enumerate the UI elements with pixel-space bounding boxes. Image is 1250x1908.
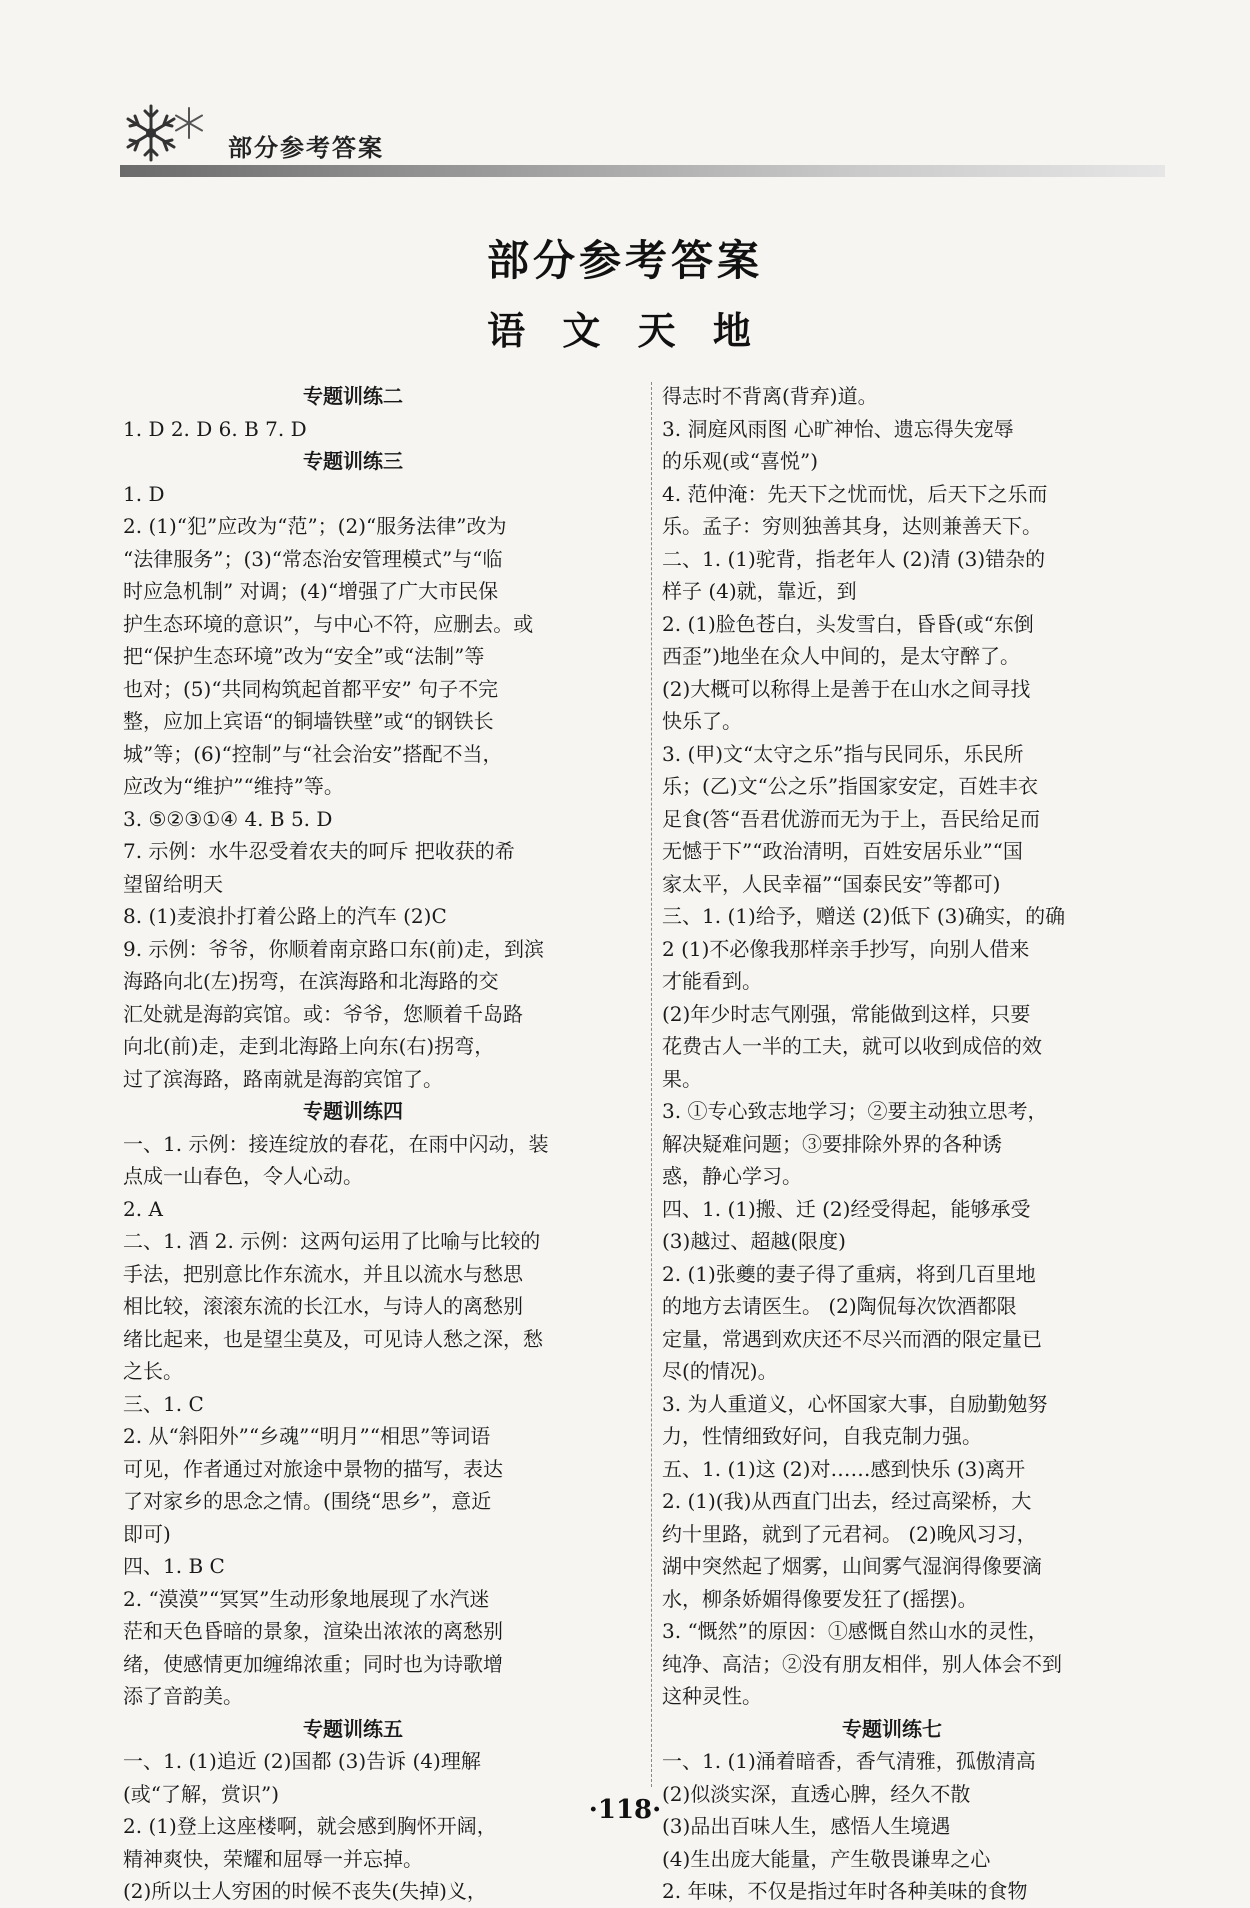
answer-line: 尽(的情况)。 xyxy=(662,1359,778,1383)
answer-line: 精神爽快，荣耀和屈辱一并忘掉。 xyxy=(123,1846,423,1871)
answer-line: 9. 示例：爷爷，你顺着南京路口东(前)走，到滨 xyxy=(123,936,545,961)
right-column xyxy=(662,380,1122,1908)
answer-line: (2)年少时志气刚强，常能做到这样，只要 xyxy=(662,1001,1031,1026)
answer-line: 4. 范仲淹：先天下之忧而忧，后天下之乐而 xyxy=(662,481,1048,506)
answer-line: 即可) xyxy=(123,1521,171,1546)
answer-line: 二、1. 酒 2. 示例：这两句运用了比喻与比较的 xyxy=(123,1229,541,1253)
answer-line: 2 (1)不必像我那样亲手抄写，向别人借来 xyxy=(662,936,1030,961)
answer-line: 定量，常遇到欢庆还不尽兴而酒的限定量已 xyxy=(662,1326,1042,1351)
answer-line: 快乐了。 xyxy=(662,709,742,733)
section-heading: 专题训练三 xyxy=(303,449,403,473)
answer-line: 水，柳条娇媚得像要发狂了(摇摆)。 xyxy=(662,1586,978,1611)
snowflake-icon xyxy=(172,106,206,140)
answer-line: 望留给明天 xyxy=(123,871,223,896)
answer-line: 解决疑难问题；③要排除外界的各种诱 xyxy=(662,1131,1002,1156)
answer-line: 手法，把别意比作东流水，并且以流水与愁思 xyxy=(123,1261,523,1286)
answer-line: (4)生出庞大能量，产生敬畏谦卑之心 xyxy=(662,1846,991,1871)
answer-line: (2)似淡实深，直透心脾，经久不散 xyxy=(662,1781,971,1806)
answer-line: 2. “漠漠”“冥冥”生动形象地展现了水汽迷 xyxy=(123,1586,490,1611)
answer-line: 约十里路，就到了元君祠。 (2)晚风习习， xyxy=(662,1521,1037,1546)
answer-line: 1. D 2. D 6. B 7. D xyxy=(123,416,307,441)
answer-line: 西歪”)地坐在众人中间的，是太守醉了。 xyxy=(662,644,1021,668)
answer-line: 这种灵性。 xyxy=(662,1684,762,1708)
answer-line: 茫和天色昏暗的景象，渲染出浓浓的离愁别 xyxy=(123,1619,503,1643)
answer-line: 样子 (4)就，靠近，到 xyxy=(662,579,857,603)
answer-line: 汇处就是海韵宾馆。或：爷爷，您顺着千岛路 xyxy=(123,1001,523,1026)
answer-line: 足食(答“吾君优游而无为于上，吾民给足而 xyxy=(662,806,1041,831)
answer-line: 可见，作者通过对旅途中景物的描写，表达 xyxy=(123,1456,503,1481)
answer-line: 2. 从“斜阳外”“乡魂”“明月”“相思”等词语 xyxy=(123,1424,491,1448)
answer-line: 的地方去请医生。 (2)陶侃每次饮酒都限 xyxy=(662,1294,1017,1318)
section-heading: 专题训练二 xyxy=(303,384,403,408)
answer-line: 四、1. B C xyxy=(123,1554,225,1578)
answer-line: 无憾于下”“政治清明，百姓安居乐业”“国 xyxy=(662,839,1023,863)
answer-line: 湖中突然起了烟雾，山间雾气湿润得像要滴 xyxy=(662,1554,1042,1578)
left-column xyxy=(123,380,583,1908)
section-heading: 专题训练四 xyxy=(303,1099,403,1123)
answer-line: 时应急机制” 对调；(4)“增强了广大市民保 xyxy=(123,579,499,603)
answer-line: 得志时不背离(背弃)道。 xyxy=(662,384,878,408)
answer-line: 护生态环境的意识”，与中心不符，应删去。或 xyxy=(123,611,534,636)
answer-line: “法律服务”；(3)“常态治安管理模式”与“临 xyxy=(123,546,503,571)
answer-line: 添了音韵美。 xyxy=(123,1684,243,1708)
answer-line: 了对家乡的思念之情。(围绕“思乡”，意近 xyxy=(123,1489,492,1513)
answer-line: (3)越过、超越(限度) xyxy=(662,1229,846,1253)
answer-line: 家太平，人民幸福”“国泰民安”等都可) xyxy=(662,871,1001,896)
answer-line: (或“了解，赏识”) xyxy=(123,1781,280,1806)
answer-line: 也对；(5)“共同构筑起首都平安” 句子不完 xyxy=(123,676,499,701)
section-heading: 专题训练五 xyxy=(303,1716,403,1741)
answer-line: 二、1. (1)驼背，指老年人 (2)清 (3)错杂的 xyxy=(662,546,1046,571)
header-title: 部分参考答案 xyxy=(228,134,384,162)
answer-line: 之长。 xyxy=(123,1359,183,1383)
section-title: 语 文 天 地 xyxy=(487,308,763,353)
answer-line: 惑，静心学习。 xyxy=(662,1164,802,1188)
answer-line: 相比较，滚滚东流的长江水，与诗人的离愁别 xyxy=(123,1294,523,1318)
answer-line: 四、1. (1)搬、迁 (2)经受得起，能够承受 xyxy=(662,1196,1031,1221)
answer-line: 3. 为人重道义，心怀国家大事，自励勤勉努 xyxy=(662,1391,1048,1416)
answer-line: 2. (1)张夔的妻子得了重病，将到几百里地 xyxy=(662,1261,1036,1286)
answer-line: 3. “慨然”的原因：①感慨自然山水的灵性， xyxy=(662,1619,1048,1643)
answer-line: 纯净、高洁；②没有朋友相伴，别人体会不到 xyxy=(662,1651,1062,1676)
answer-line: 绪比起来，也是望尘莫及，可见诗人愁之深，愁 xyxy=(123,1326,543,1351)
answer-line: 乐；(乙)文“公之乐”指国家安定，百姓丰衣 xyxy=(662,774,1039,798)
answer-line: 7. 示例：水牛忍受着农夫的呵斥 把收获的希 xyxy=(123,839,515,863)
answer-line: 1. D xyxy=(123,481,165,506)
answer-line: 的乐观(或“喜悦”) xyxy=(662,449,819,473)
answer-line: 2. (1)“犯”应改为“范”；(2)“服务法律”改为 xyxy=(123,514,507,538)
answer-line: 向北(前)走，走到北海路上向东(右)拐弯， xyxy=(123,1034,495,1058)
answer-line: 海路向北(左)拐弯，在滨海路和北海路的交 xyxy=(123,969,499,993)
answer-line: 果。 xyxy=(662,1066,702,1091)
answer-line: 一、1. (1)追近 (2)国都 (3)告诉 (4)理解 xyxy=(123,1749,481,1773)
answer-line: 力，性情细致好问，自我克制力强。 xyxy=(662,1424,982,1448)
answer-line: 3. (甲)文“太守之乐”指与民同乐，乐民所 xyxy=(662,741,1024,766)
answer-line: (2)大概可以称得上是善于在山水之间寻找 xyxy=(662,676,1031,701)
answer-line: 3. ⑤②③①④ 4. B 5. D xyxy=(123,806,333,831)
answer-line: 才能看到。 xyxy=(662,969,762,993)
section-heading: 专题训练七 xyxy=(842,1716,942,1741)
answer-line: 2. A xyxy=(123,1196,163,1221)
answer-line: 8. (1)麦浪扑打着公路上的汽车 (2)C xyxy=(123,904,447,928)
answer-line: (2)所以士人穷困的时候不丧失(失掉)义， xyxy=(123,1879,487,1903)
column-divider xyxy=(651,382,652,1787)
answer-line: 乐。孟子：穷则独善其身，达则兼善天下。 xyxy=(662,514,1042,538)
header-bar xyxy=(120,165,1165,177)
answer-line: 过了滨海路，路南就是海韵宾馆了。 xyxy=(123,1066,443,1091)
answer-line: 3. 洞庭风雨图 心旷神怡、遗忘得失宠辱 xyxy=(662,416,1014,441)
answer-line: 一、1. 示例：接连绽放的春花，在雨中闪动，装 xyxy=(123,1131,549,1156)
answer-line: 2. (1)登上这座楼啊，就会感到胸怀开阔， xyxy=(123,1814,497,1838)
answer-line: 把“保护生态环境”改为“安全”或“法制”等 xyxy=(123,644,485,668)
answer-line: 应改为“维护”“维持”等。 xyxy=(123,774,344,798)
answer-line: 五、1. (1)这 (2)对……感到快乐 (3)离开 xyxy=(662,1456,1026,1481)
page-number: ·118· xyxy=(588,1795,662,1825)
answer-line: 2. (1)脸色苍白，头发雪白，昏昏(或“东倒 xyxy=(662,611,1034,636)
answer-line: 2. 年味，不仅是指过年时各种美味的食物 xyxy=(662,1879,1028,1903)
answer-line: 三、1. (1)给予，赠送 (2)低下 (3)确实，的确 xyxy=(662,904,1066,928)
answer-line: 点成一山春色，令人心动。 xyxy=(123,1164,363,1188)
page-title: 部分参考答案 xyxy=(486,236,763,285)
answer-line: 城”等；(6)“控制”与“社会治安”搭配不当， xyxy=(123,741,503,766)
answer-line: (3)品出百味人生，感悟人生境遇 xyxy=(662,1814,951,1838)
answer-line: 三、1. C xyxy=(123,1391,204,1416)
answer-line: 整，应加上宾语“的铜墙铁壁”或“的钢铁长 xyxy=(123,709,494,733)
answer-line: 花费古人一半的工夫，就可以收到成倍的效 xyxy=(662,1034,1042,1058)
page-header xyxy=(120,108,1165,188)
answer-line: 绪，使感情更加缠绵浓重；同时也为诗歌增 xyxy=(123,1651,503,1676)
answer-line: 2. (1)(我)从西直门出去，经过高梁桥，大 xyxy=(662,1489,1032,1513)
answer-line: 一、1. (1)涌着暗香，香气清雅，孤傲清高 xyxy=(662,1749,1036,1773)
answer-line: 3. ①专心致志地学习；②要主动独立思考， xyxy=(662,1099,1048,1123)
